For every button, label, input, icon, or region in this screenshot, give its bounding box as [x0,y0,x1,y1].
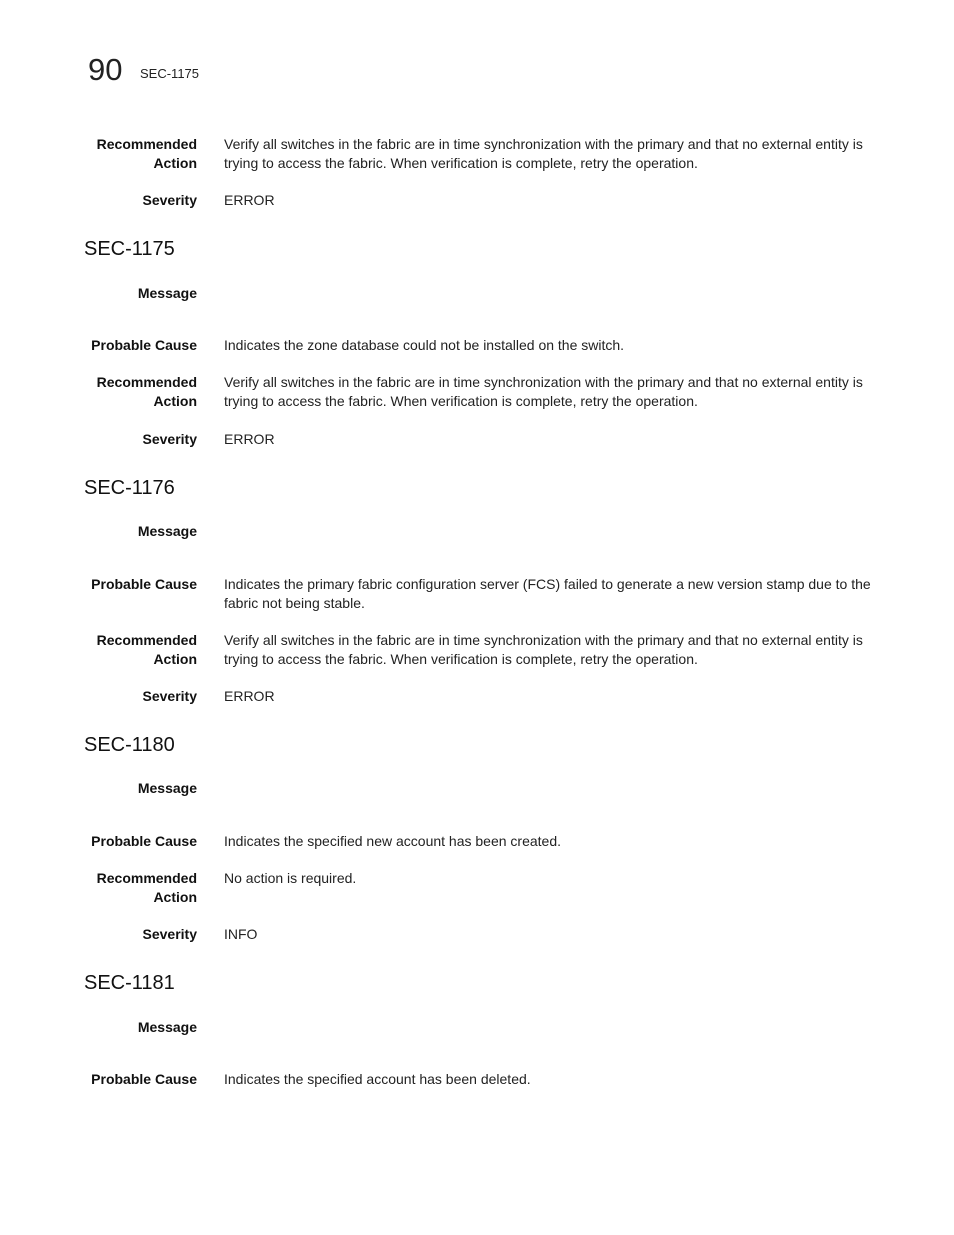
label-probable-cause: Probable Cause [91,576,197,592]
label-recommended-action: Recommended Action [96,136,197,171]
label-recommended-action: Recommended Action [96,632,197,667]
chapter-number: 90 [88,52,123,87]
label-message: Message [137,523,197,539]
label-message: Message [137,285,197,301]
label-message: Message [137,780,197,796]
label-probable-cause: Probable Cause [91,833,197,849]
value-recommended-action: Verify all switches in the fabric are in time synchronization with the primary and that no external entity is trying to access the fabric. When verification is complete, retry the operation. [224,632,863,667]
label-message: Message [137,1019,197,1035]
value-probable-cause: Indicates the primary fabric configuration server (FCS) failed to generate a new version stamp due to the fabric not being stable. [224,576,871,611]
value-probable-cause: Indicates the specified new account has been created. [224,833,561,849]
section-title: SEC-1175 [84,238,175,260]
label-recommended-action: Recommended Action [96,374,197,409]
value-recommended-action: Verify all switches in the fabric are in time synchronization with the primary and that no external entity is trying to access the fabric. When verification is complete, retry the operation. [224,136,863,171]
running-head: SEC-1175 [140,66,200,81]
label-probable-cause: Probable Cause [91,1071,197,1087]
value-severity: ERROR [224,688,275,704]
label-probable-cause: Probable Cause [91,337,197,353]
label-recommended-action: Recommended Action [96,870,197,905]
section-title: SEC-1180 [84,734,175,756]
value-probable-cause: Indicates the specified account has been deleted. [224,1071,531,1087]
label-severity: Severity [142,431,197,447]
value-probable-cause: Indicates the zone database could not be installed on the switch. [224,337,625,353]
label-severity: Severity [142,192,197,208]
value-severity: ERROR [224,192,275,208]
label-severity: Severity [142,926,197,942]
value-severity: INFO [224,926,258,942]
value-recommended-action: No action is required. [224,870,357,886]
section-title: SEC-1176 [84,477,175,499]
section-title: SEC-1181 [84,972,175,994]
label-severity: Severity [142,688,197,704]
value-severity: ERROR [224,431,275,447]
value-recommended-action: Verify all switches in the fabric are in time synchronization with the primary and that no external entity is trying to access the fabric. When verification is complete, retry the operation. [224,374,863,409]
